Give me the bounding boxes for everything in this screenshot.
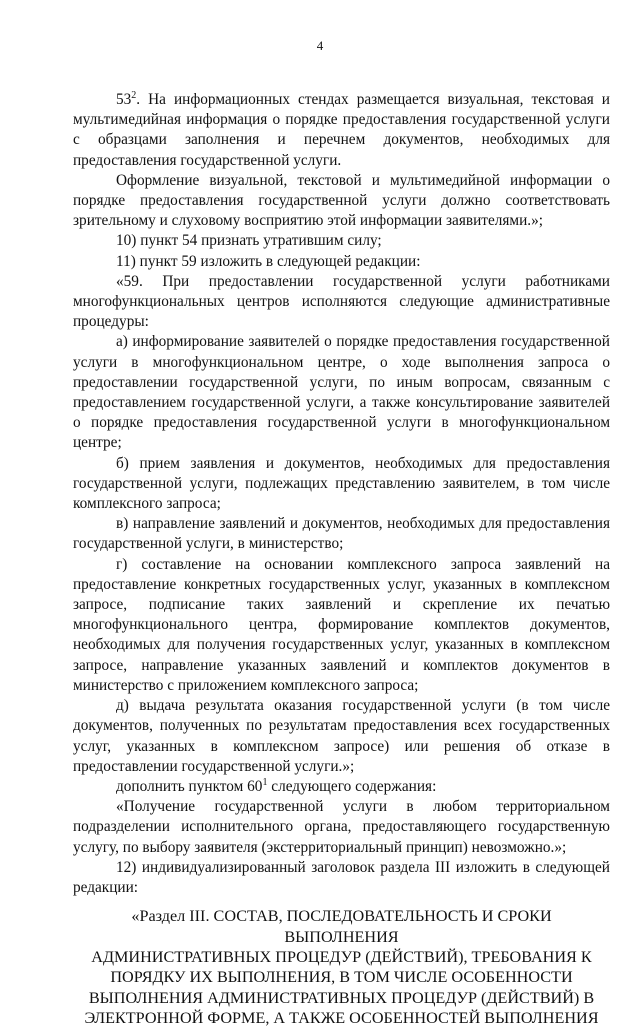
paragraph-60-1 (73, 777, 610, 797)
heading-line: «Раздел III. СОСТАВ, ПОСЛЕДОВАТЕЛЬНОСТЬ И СРОКИ ВЫПОЛНЕНИЯ (131, 907, 552, 946)
heading-line: ЭЛЕКТРОННОЙ ФОРМЕ, А ТАКЖЕ ОСОБЕННОСТЕЙ ВЫПОЛНЕНИЯ (84, 1009, 599, 1028)
paragraph-text: . На информационных стендах размещается визуальная, текстовая и мультимедийная информация о порядке предоставления государственной услуги с образцами заполнения и перечнем документов, необходимых для предоставления государственной услуги. (73, 91, 610, 169)
superscript: 1 (262, 776, 268, 788)
document-body (73, 90, 610, 1029)
paragraph: 12) индивидуализированный заголовок раздела III изложить в следующей редакции: (73, 858, 610, 896)
paragraph: б) прием заявления и документов, необходимых для предоставления государственной услуги, подлежащих представлению заявителем, в том числе комплексного запроса; (73, 454, 610, 513)
heading-line: АДМИНИСТРАТИВНЫХ ПРОЦЕДУР (ДЕЙСТВИЙ), ТРЕБОВАНИЯ К (91, 947, 592, 966)
paragraph-number: 53 (116, 91, 132, 108)
section-heading (73, 906, 610, 1028)
paragraph: в) направление заявлений и документов, необходимых для предоставления государственной услуги, в министерство; (73, 515, 610, 553)
paragraph-text: следующего содержания: (267, 777, 437, 795)
paragraph: «59. При предоставлении государственной услуги работниками многофункциональных центров исполняются следующие административные процедуры: (73, 272, 610, 331)
heading-line: ПОРЯДКУ ИХ ВЫПОЛНЕНИЯ, В ТОМ ЧИСЛЕ ОСОБЕННОСТИ (110, 968, 573, 987)
paragraph: г) составление на основании комплексного запроса заявлений на предоставление конкретных государственных услуг, указанных в комплексном запросе, подписание таких заявлений и скрепление их печатью многофункционального центра, формирование комплектов документов, необходимых для получения государственных услуг, указанных в комплексном запросе, направление указанных заявлений и комплектов документов в министерство с приложением комплексного запроса; (73, 555, 610, 694)
paragraph: а) информирование заявителей о порядке предоставления государственной услуги в многофункциональном центре, о ходе выполнения запроса о предоставлении государственной услуги, по иным вопросам, связанным с предоставлением государственной услуги, а также консультирование заявителей о порядке предоставления государственной услуги в многофункциональном центре; (73, 333, 610, 452)
page-number: 4 (316, 38, 324, 53)
paragraph: «Получение государственной услуги в любом территориальном подразделении исполнительного органа, предоставляющего государственную услугу, по выбору заявителя (экстерриториальный принцип) невозможно.»; (73, 798, 610, 856)
paragraph: Оформление визуальной, текстовой и мультимедийной информации о порядке предоставления государственной услуги должно соответствовать зрительному и слуховому восприятию этой информации заявителями.»; (73, 171, 610, 230)
paragraph: 10) пункт 54 признать утратившим силу; (116, 232, 382, 250)
paragraph-53-2 (73, 90, 610, 171)
paragraph: 11) пункт 59 изложить в следующей редакции: (116, 252, 421, 270)
paragraph-prefix: дополнить пунктом 60 (116, 777, 263, 795)
superscript: 2 (131, 89, 137, 101)
paragraph: д) выдача результата оказания государственной услуги (в том числе документов, полученных по результатам предоставления всех государственных услуг, указанных в комплексном запросе) или решения об отказе в предоставлении государственной услуги.»; (73, 697, 610, 775)
heading-line: ВЫПОЛНЕНИЯ АДМИНИСТРАТИВНЫХ ПРОЦЕДУР (ДЕЙСТВИЙ) В (88, 988, 595, 1007)
